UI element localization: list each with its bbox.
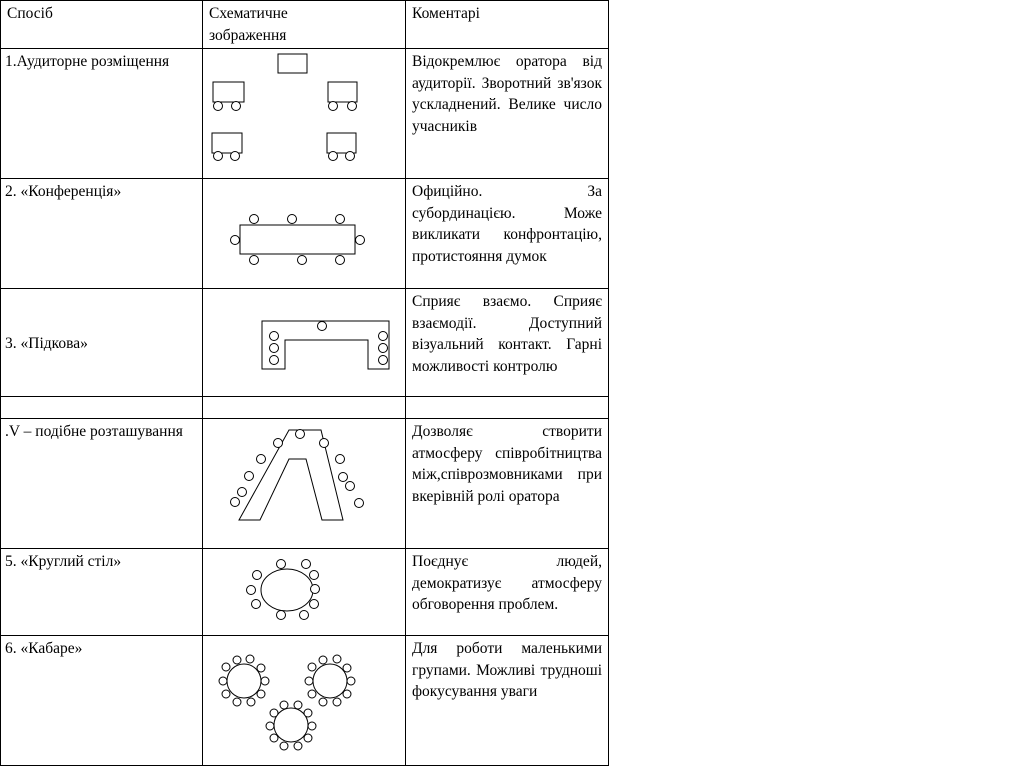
method-label: .V – подібне розташування xyxy=(5,423,183,440)
header-schema-label: Схематичне зображення xyxy=(209,5,288,44)
schema-cell xyxy=(203,179,406,289)
method-label: 6. «Кабаре» xyxy=(5,640,83,657)
table-header-row xyxy=(1,1,609,49)
method-cell xyxy=(1,419,203,549)
header-method-label: Спосіб xyxy=(7,5,53,22)
schema-cell xyxy=(203,549,406,636)
table-row xyxy=(1,397,609,419)
comment-text: Поєднує людей, демократизує атмосферу обговорення проблем. xyxy=(412,553,602,613)
header-comment-cell xyxy=(406,1,609,49)
schema-cell xyxy=(203,636,406,766)
comment-cell xyxy=(406,549,609,636)
conference-layout-diagram xyxy=(203,179,404,289)
comment-text: Для роботи маленькими групами. Можливі трудноші фокусування уваги xyxy=(412,640,602,700)
header-method-cell xyxy=(1,1,203,49)
method-cell xyxy=(1,549,203,636)
table-row xyxy=(1,636,609,766)
schema-cell xyxy=(203,49,406,179)
table-row xyxy=(1,419,609,549)
v-shaped-layout-diagram xyxy=(203,419,404,549)
comment-text: Дозволяє створити атмосферу співробітництва між,співрозмовниками при вкерівній ролі оратора xyxy=(412,423,602,505)
comment-text: Сприяє взаємо. Сприяє взаємодії. Доступний візуальний контакт. Гарні можливості контролю xyxy=(412,293,602,375)
comment-cell xyxy=(406,636,609,766)
comment-cell xyxy=(406,419,609,549)
empty-cell xyxy=(406,397,609,419)
table-row xyxy=(1,49,609,179)
schema-cell xyxy=(203,289,406,397)
method-label: 2. «Конференція» xyxy=(5,183,122,200)
cabaret-layout-diagram xyxy=(203,636,404,766)
round-table-layout-diagram xyxy=(203,549,404,636)
method-label: 1.Аудиторне розміщення xyxy=(5,53,170,70)
comment-text: Офиційно. За субординацією. Може викликати конфронтацію, протистояння думок xyxy=(412,183,602,265)
table-row xyxy=(1,289,609,397)
method-label: 5. «Круглий стіл» xyxy=(5,553,122,570)
empty-cell xyxy=(203,397,406,419)
comment-cell xyxy=(406,49,609,179)
horseshoe-layout-diagram xyxy=(203,289,404,397)
comment-cell xyxy=(406,289,609,397)
method-cell xyxy=(1,636,203,766)
table-row xyxy=(1,179,609,289)
header-schema-cell xyxy=(203,1,406,49)
empty-cell xyxy=(1,397,203,419)
method-label: 3. «Підкова» xyxy=(5,335,88,352)
header-comment-label: Коментарі xyxy=(412,5,480,22)
comment-cell xyxy=(406,179,609,289)
auditorium-layout-diagram xyxy=(203,49,404,179)
method-cell xyxy=(1,179,203,289)
method-cell xyxy=(1,289,203,397)
comment-text: Відокремлює оратора від аудиторії. Зворотний зв'язок ускладнений. Велике число учасників xyxy=(412,53,602,135)
schema-cell xyxy=(203,419,406,549)
table-row xyxy=(1,549,609,636)
method-cell xyxy=(1,49,203,179)
